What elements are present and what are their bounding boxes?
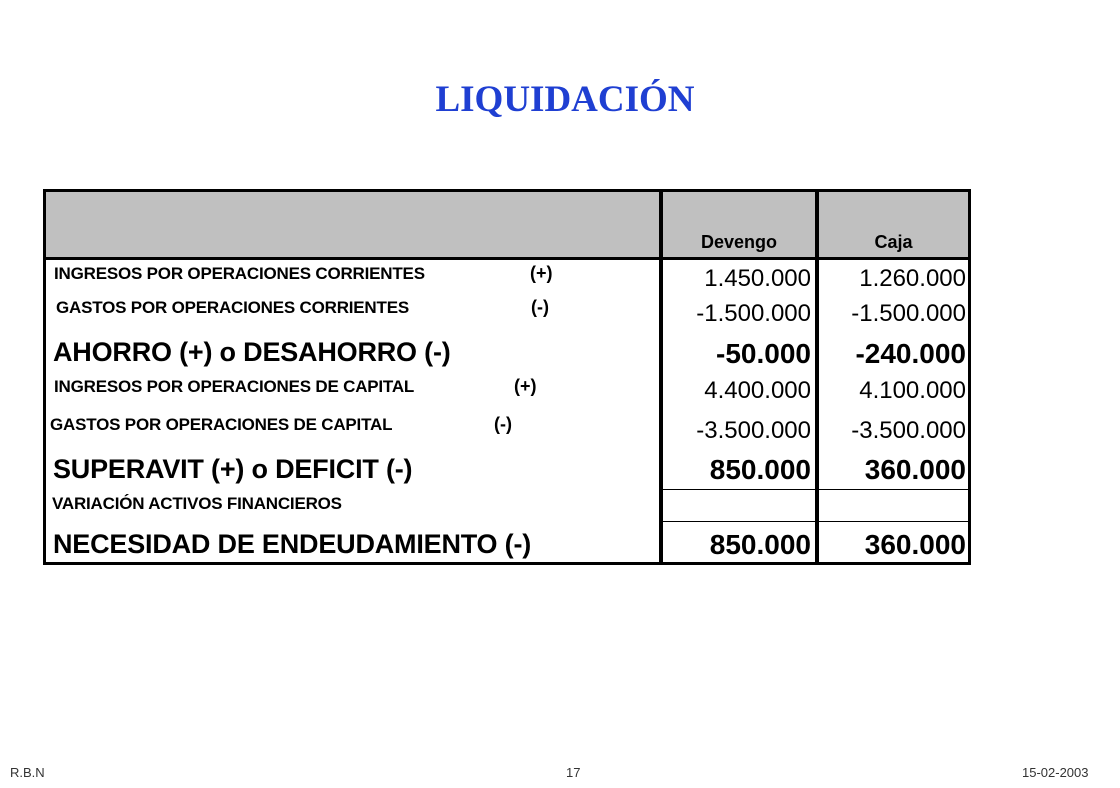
- row-sign: (-): [531, 297, 549, 317]
- page-title: LIQUIDACIÓN: [435, 79, 695, 120]
- cell-caja: 4.100.000: [859, 377, 966, 404]
- cell-caja: 360.000: [864, 529, 966, 560]
- cell-devengo: 850.000: [709, 454, 811, 485]
- footer-date: 15-02-2003: [1022, 765, 1089, 780]
- cell-devengo: 850.000: [709, 529, 811, 560]
- row-label: GASTOS POR OPERACIONES DE CAPITAL: [50, 415, 393, 434]
- cell-devengo: 4.400.000: [704, 377, 811, 404]
- row-label: INGRESOS POR OPERACIONES DE CAPITAL: [54, 377, 415, 396]
- row-label: GASTOS POR OPERACIONES CORRIENTES: [56, 298, 409, 317]
- row-label: SUPERAVIT (+) o DEFICIT (-): [53, 454, 413, 484]
- cell-caja: -1.500.000: [851, 300, 966, 327]
- cell-caja: 1.260.000: [859, 265, 966, 292]
- liquidation-table: [43, 189, 971, 565]
- cell-devengo: -3.500.000: [696, 417, 811, 444]
- cell-devengo: 1.450.000: [704, 265, 811, 292]
- cell-caja: 360.000: [864, 454, 966, 485]
- row-sign: (+): [530, 263, 553, 283]
- row-label: VARIACIÓN ACTIVOS FINANCIEROS: [52, 494, 342, 513]
- header-devengo: Devengo: [700, 232, 778, 252]
- footer-author: R.B.N: [10, 765, 45, 780]
- cell-devengo: -1.500.000: [696, 300, 811, 327]
- row-label: AHORRO (+) o DESAHORRO (-): [53, 337, 451, 367]
- row-separator: [663, 489, 968, 490]
- row-separator: [663, 521, 968, 522]
- row-sign: (+): [514, 376, 537, 396]
- row-label: INGRESOS POR OPERACIONES CORRIENTES: [54, 264, 425, 283]
- footer-page-number: 17: [566, 765, 581, 780]
- cell-caja: -240.000: [855, 338, 966, 369]
- row-label: NECESIDAD DE ENDEUDAMIENTO (-): [53, 529, 532, 559]
- cell-devengo: -50.000: [716, 338, 811, 369]
- row-sign: (-): [494, 414, 512, 434]
- header-caja: Caja: [874, 232, 913, 252]
- cell-caja: -3.500.000: [851, 417, 966, 444]
